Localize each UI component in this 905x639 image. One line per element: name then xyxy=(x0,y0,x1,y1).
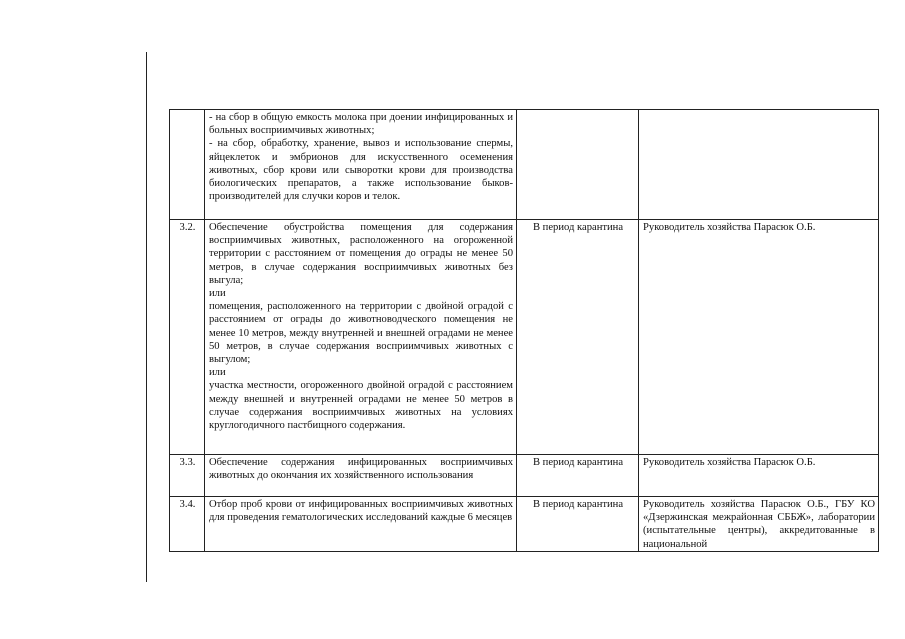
action-line: Отбор проб крови от инфицированных восприимчивых животных для проведения гематологических исследований каждые 6 месяцев xyxy=(209,499,513,524)
responsible-cell: Руководитель хозяйства Парасюк О.Б. xyxy=(639,455,879,497)
action-line: или xyxy=(209,367,226,379)
row-number: 3.4. xyxy=(170,497,205,552)
term-cell: В период карантина xyxy=(517,455,639,497)
table-row xyxy=(170,110,879,220)
row-number: 3.2. xyxy=(170,220,205,455)
action-cell xyxy=(205,497,517,552)
page-margin-line xyxy=(146,52,147,582)
table-row xyxy=(170,497,879,552)
action-line: участка местности, огороженного двойной оградой с расстоянием между внешней и внутренней оградами не менее 50 метров в случае содержания восприимчивых животных на условиях круглогодичного пастбищного содержания. xyxy=(209,380,513,432)
action-cell xyxy=(205,455,517,497)
action-line: - на сбор в общую емкость молока при доении инфицированных и больных восприимчивых животных; xyxy=(209,112,513,137)
term-cell: В период карантина xyxy=(517,220,639,455)
action-cell xyxy=(205,110,517,220)
row-number: 3.3. xyxy=(170,455,205,497)
action-line: или xyxy=(209,288,226,300)
row-number xyxy=(170,110,205,220)
table-row xyxy=(170,455,879,497)
responsible-cell: Руководитель хозяйства Парасюк О.Б., ГБУ КО «Дзержинская межрайонная СББЖ», лаборатории (испытательные центры), аккредитованные в национальной xyxy=(639,497,879,552)
action-line: - на сбор, обработку, хранение, вывоз и использование спермы, яйцеклеток и эмбрионов для искусственного осеменения животных, сбор крови или сыворотки крови для производства биологических препаратов, а также использование быков-производителей для случки коров и телок. xyxy=(209,138,513,203)
action-line: помещения, расположенного на территории с двойной оградой с расстоянием от ограды до животноводческого помещения не менее 10 метров, между внутренней и внешней оградами не менее 50 метров, в случае содержания восприимчивых животных с выгулом; xyxy=(209,301,513,366)
responsible-cell xyxy=(639,110,879,220)
term-cell xyxy=(517,110,639,220)
action-cell xyxy=(205,220,517,455)
responsible-cell: Руководитель хозяйства Парасюк О.Б. xyxy=(639,220,879,455)
action-line: Обеспечение обустройства помещения для содержания восприимчивых животных, расположенного на огороженной территории с расстоянием от помещения до ограды не менее 50 метров, в случае содержания восприимчивых животных без выгула; xyxy=(209,222,513,286)
action-line: Обеспечение содержания инфицированных восприимчивых животных до окончания их хозяйственного использования xyxy=(209,457,513,482)
quarantine-measures-table xyxy=(169,109,879,552)
table-row xyxy=(170,220,879,455)
term-cell: В период карантина xyxy=(517,497,639,552)
